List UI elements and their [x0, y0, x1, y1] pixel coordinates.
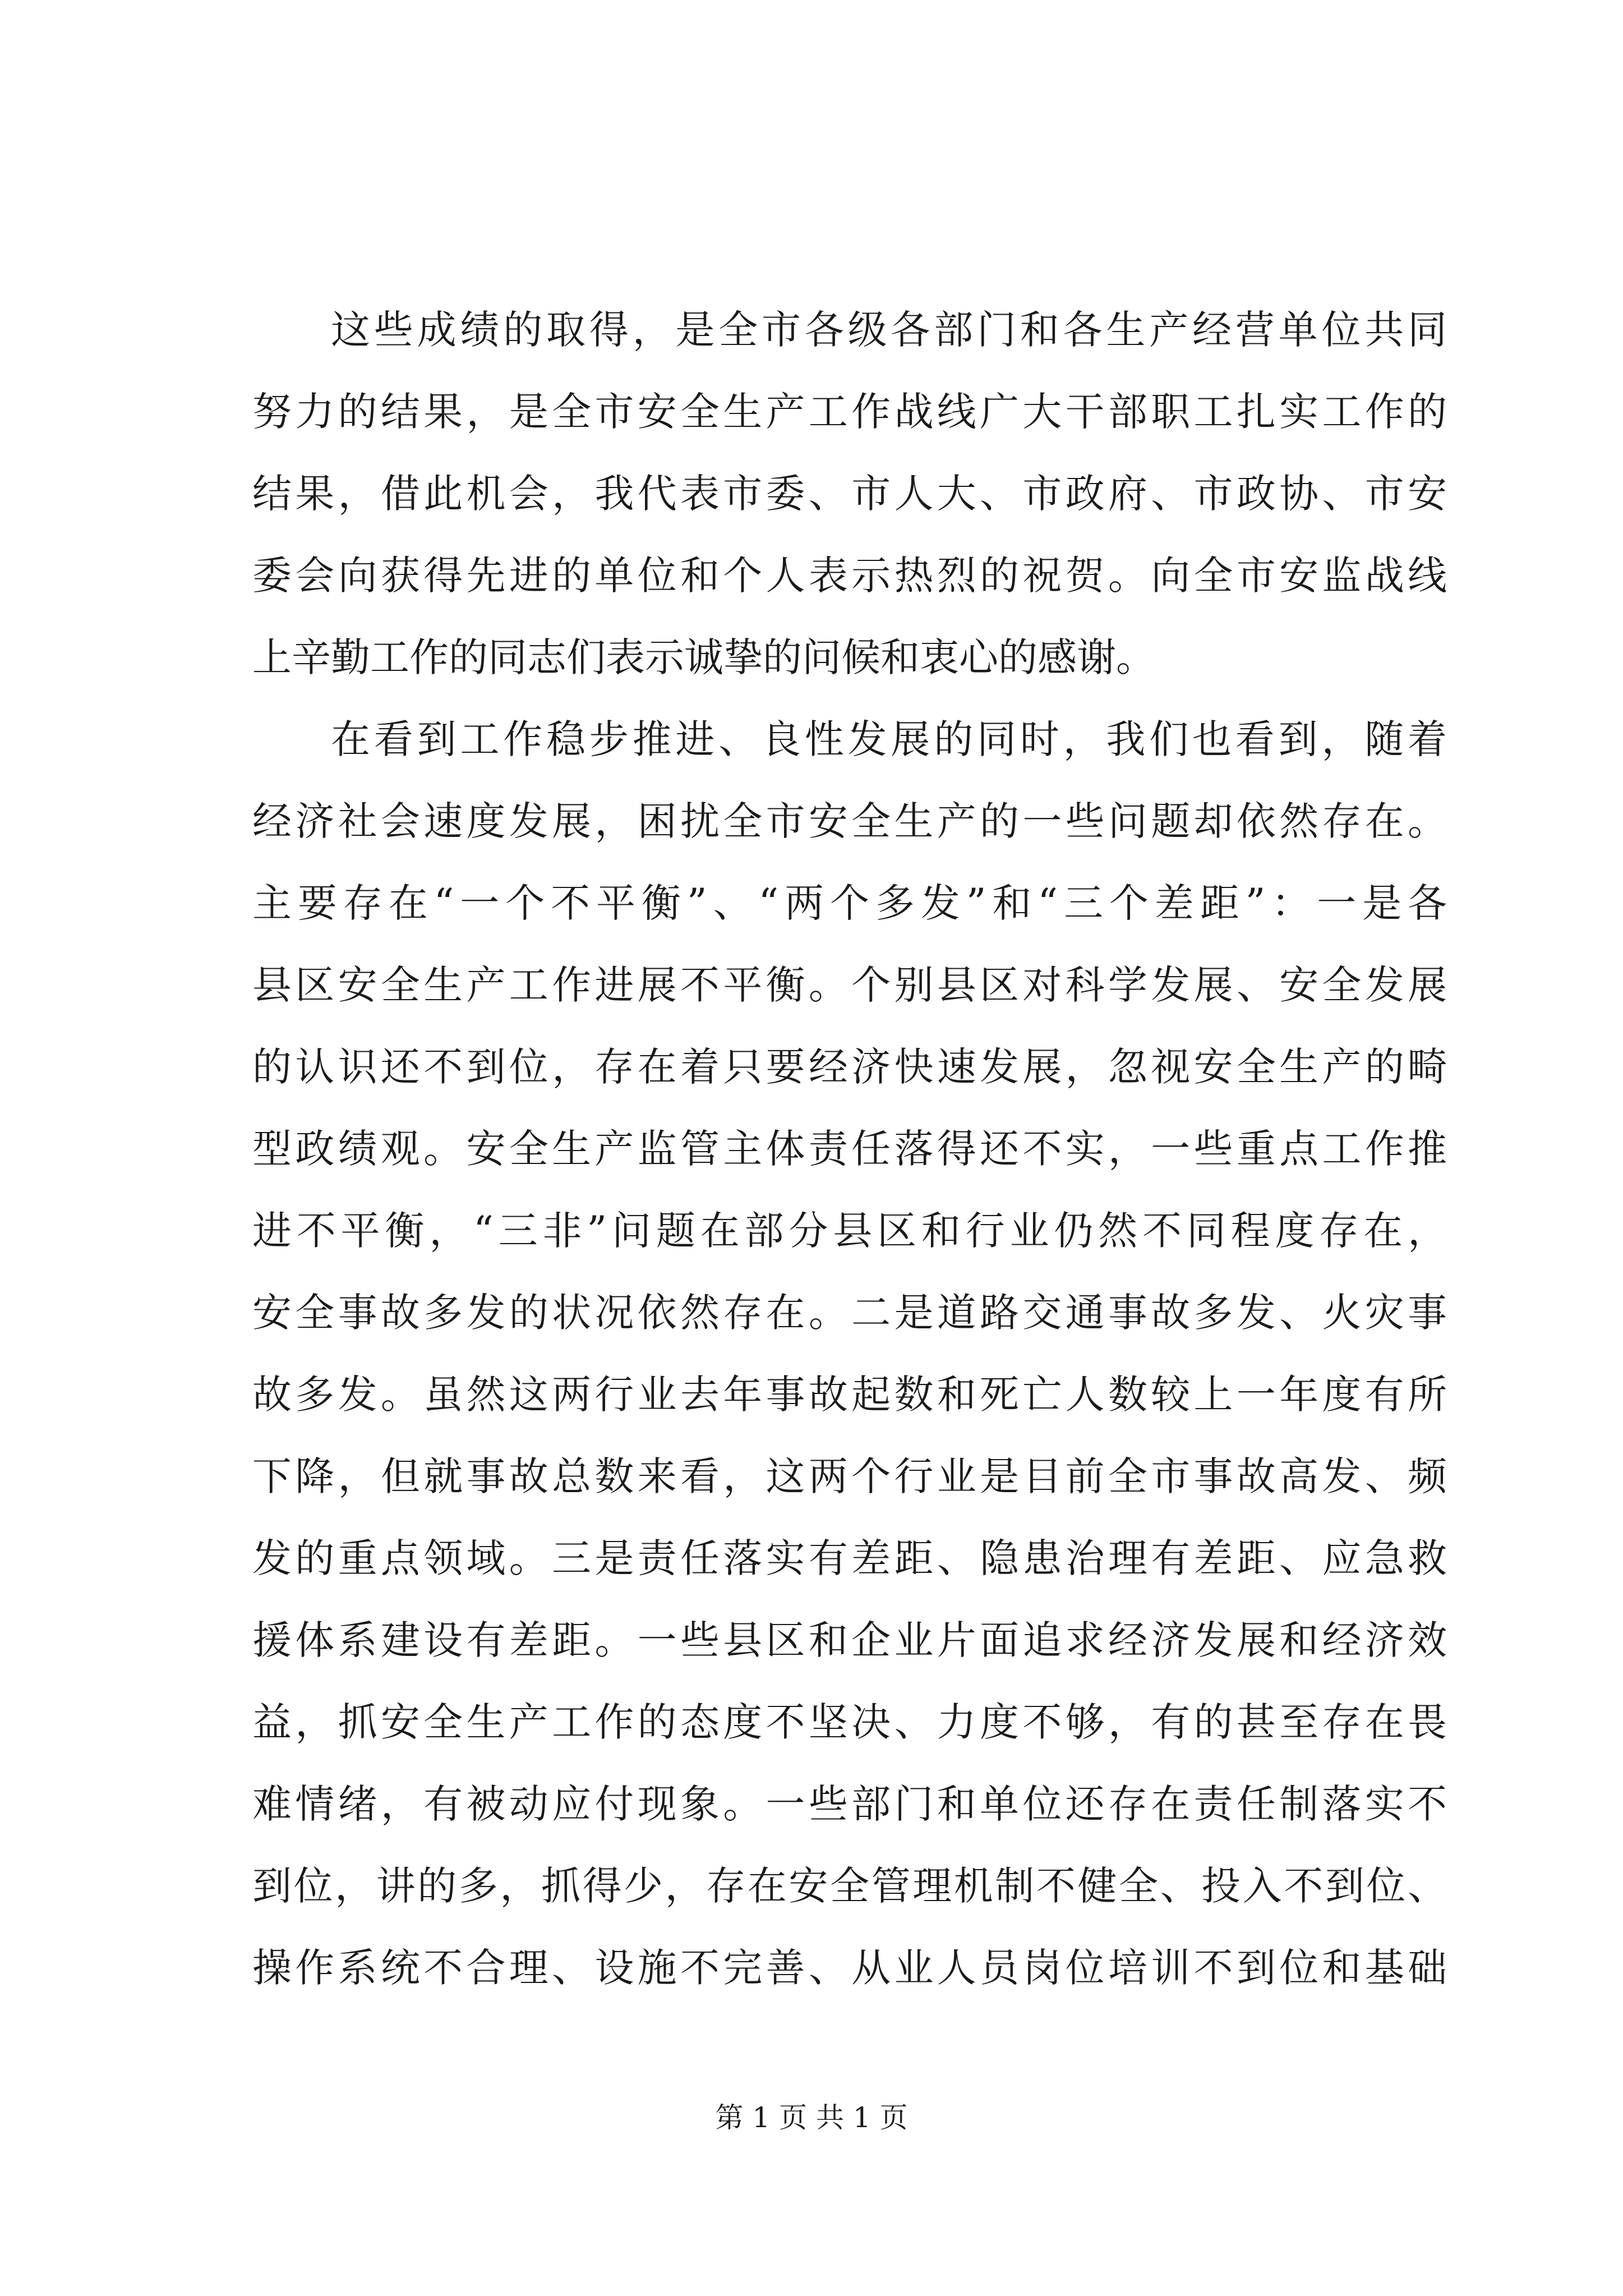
text-line: 努力的结果，是全市安全生产工作战线广大干部职工扎实工作的	[252, 389, 1447, 435]
text-line: 在看到工作稳步推进、良性发展的同时，我们也看到，随着	[331, 716, 1447, 762]
page-footer	[0, 2098, 1623, 2137]
text-line: 型政绩观。安全生产监管主体责任落得还不实，一些重点工作推	[252, 1126, 1447, 1172]
text-line: 故多发。虽然这两行业去年事故起数和死亡人数较上一年度有所	[252, 1372, 1447, 1418]
text-line: 经济社会速度发展，困扰全市安全生产的一些问题却依然存在。	[252, 798, 1447, 844]
text-line: 结果，借此机会，我代表市委、市人大、市政府、市政协、市安	[252, 471, 1447, 517]
text-line: 援体系建设有差距。一些县区和企业片面追求经济发展和经济效	[252, 1617, 1447, 1663]
text-line: 益，抓安全生产工作的态度不坚决、力度不够，有的甚至存在畏	[252, 1699, 1447, 1745]
text-line: 主要存在“一个不平衡”、“两个多发”和“三个差距”：一是各	[252, 880, 1447, 926]
text-line: 难情绪，有被动应付现象。一些部门和单位还存在责任制落实不	[252, 1781, 1447, 1827]
text-line: 安全事故多发的状况依然存在。二是道路交通事故多发、火灾事	[252, 1290, 1447, 1336]
text-line: 下降，但就事故总数来看，这两个行业是目前全市事故高发、频	[252, 1453, 1447, 1499]
text-line: 这些成绩的取得，是全市各级各部门和各生产经营单位共同	[331, 307, 1447, 353]
document-body	[252, 289, 1447, 2009]
text-line: 上辛勤工作的同志们表示诚挚的问候和衷心的感谢。	[252, 634, 1155, 680]
text-line: 发的重点领域。三是责任落实有差距、隐患治理有差距、应急救	[252, 1535, 1447, 1581]
text-line: 委会向获得先进的单位和个人表示热烈的祝贺。向全市安监战线	[252, 553, 1447, 599]
page-number-label: 第 1 页 共 1 页	[715, 2101, 908, 2134]
text-line: 操作系统不合理、设施不完善、从业人员岗位培训不到位和基础	[252, 1945, 1447, 1991]
text-line: 到位，讲的多，抓得少，存在安全管理机制不健全、投入不到位、	[252, 1863, 1447, 1909]
text-line: 进不平衡，“三非”问题在部分县区和行业仍然不同程度存在，	[252, 1208, 1447, 1254]
text-line: 县区安全生产工作进展不平衡。个别县区对科学发展、安全发展	[252, 962, 1447, 1008]
text-line: 的认识还不到位，存在着只要经济快速发展，忽视安全生产的畸	[252, 1044, 1447, 1090]
